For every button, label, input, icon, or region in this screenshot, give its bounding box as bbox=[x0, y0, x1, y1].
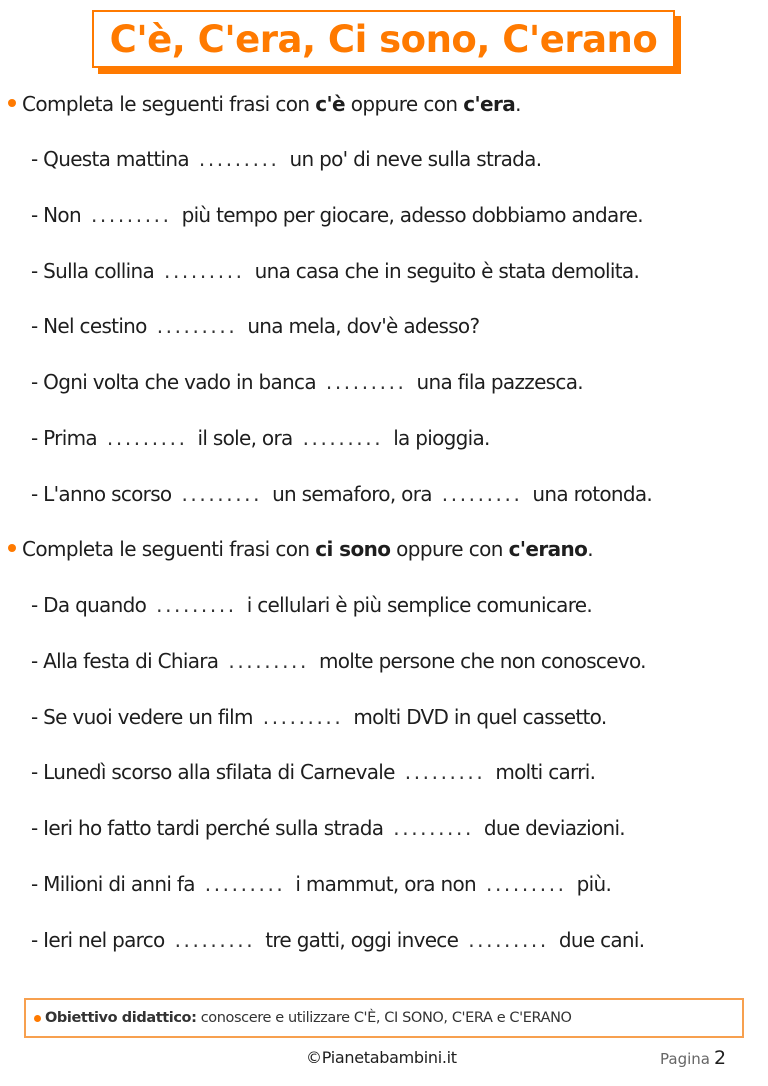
title-box bbox=[92, 10, 675, 68]
exercise-item bbox=[31, 649, 646, 673]
blank-field[interactable]: ......... bbox=[181, 482, 263, 506]
exercise-item bbox=[31, 482, 652, 506]
item-text: molte persone che non conoscevo. bbox=[318, 649, 646, 673]
item-text: - Da quando bbox=[31, 593, 147, 617]
item-text: tre gatti, oggi invece bbox=[265, 928, 459, 952]
blank-field[interactable]: ......... bbox=[90, 203, 172, 227]
exercise-item bbox=[31, 259, 639, 283]
item-text: una casa che in seguito è stata demolita. bbox=[254, 259, 640, 283]
instruction-middle: oppure con bbox=[350, 92, 458, 116]
objective-text bbox=[45, 1010, 572, 1026]
exercise-item bbox=[31, 705, 606, 729]
blank-field[interactable]: ......... bbox=[325, 370, 407, 394]
instruction-option-1: c'è bbox=[315, 92, 346, 116]
item-text: una mela, dov'è adesso? bbox=[247, 314, 480, 338]
instruction-option-1: ci sono bbox=[315, 537, 391, 561]
item-text: - Lunedì scorso alla sfilata di Carnevale bbox=[31, 760, 395, 784]
blank-field[interactable]: ......... bbox=[106, 426, 188, 450]
exercise-item bbox=[31, 147, 541, 171]
blank-field[interactable]: ......... bbox=[404, 760, 486, 784]
section-2-instruction bbox=[8, 537, 593, 561]
item-text: - Sulla collina bbox=[31, 259, 155, 283]
title-banner bbox=[92, 10, 675, 68]
objective-label: Obiettivo didattico: bbox=[45, 1010, 197, 1026]
page-title: C'è, C'era, Ci sono, C'erano bbox=[109, 17, 658, 61]
exercise-item bbox=[31, 314, 479, 338]
blank-field[interactable]: ......... bbox=[204, 872, 286, 896]
bullet-icon bbox=[8, 544, 16, 552]
blank-field[interactable]: ......... bbox=[198, 147, 280, 171]
item-text: - Alla festa di Chiara bbox=[31, 649, 219, 673]
instruction-middle: oppure con bbox=[396, 537, 503, 561]
item-text: molti carri. bbox=[495, 760, 596, 784]
item-text: due deviazioni. bbox=[483, 816, 625, 840]
exercise-item bbox=[31, 872, 611, 896]
blank-field[interactable]: ......... bbox=[228, 649, 309, 673]
exercise-item bbox=[31, 593, 592, 617]
exercise-item bbox=[31, 426, 490, 450]
blank-field[interactable]: ......... bbox=[164, 259, 245, 283]
item-text: - Ieri ho fatto tardi perché sulla strada bbox=[31, 816, 384, 840]
item-text: una rotonda. bbox=[532, 482, 653, 506]
item-text: - Nel cestino bbox=[31, 314, 147, 338]
blank-field[interactable]: ......... bbox=[486, 872, 567, 896]
item-text: molti DVD in quel cassetto. bbox=[353, 705, 607, 729]
item-text: - Milioni di anni fa bbox=[31, 872, 195, 896]
exercise-item bbox=[31, 928, 644, 952]
instruction-option-2: c'erano bbox=[508, 537, 588, 561]
blank-field[interactable]: ......... bbox=[174, 928, 256, 952]
item-text: un semaforo, ora bbox=[272, 482, 432, 506]
item-text: - Ieri nel parco bbox=[31, 928, 165, 952]
bullet-icon bbox=[8, 99, 16, 107]
item-text: due cani. bbox=[558, 928, 645, 952]
objective-description: conoscere e utilizzare C'È, CI SONO, C'ERA e C'ERANO bbox=[196, 1010, 572, 1026]
item-text: la pioggia. bbox=[393, 426, 490, 450]
instruction-prefix: Completa le seguenti frasi con bbox=[22, 537, 310, 561]
blank-field[interactable]: ......... bbox=[468, 928, 549, 952]
exercise-item bbox=[31, 816, 625, 840]
item-text: - Non bbox=[31, 203, 81, 227]
item-text: - L'anno scorso bbox=[31, 482, 172, 506]
item-text: più tempo per giocare, adesso dobbiamo andare. bbox=[181, 203, 643, 227]
item-text: i cellulari è più semplice comunicare. bbox=[246, 593, 593, 617]
page-indicator bbox=[660, 1047, 726, 1069]
item-text: - Ogni volta che vado in banca bbox=[31, 370, 316, 394]
blank-field[interactable]: ......... bbox=[302, 426, 384, 450]
item-text: un po' di neve sulla strada. bbox=[289, 147, 542, 171]
item-text: più. bbox=[576, 872, 612, 896]
objective-box bbox=[24, 998, 744, 1038]
item-text: il sole, ora bbox=[197, 426, 293, 450]
instruction-prefix: Completa le seguenti frasi con bbox=[22, 92, 310, 116]
exercise-item bbox=[31, 203, 643, 227]
blank-field[interactable]: ......... bbox=[262, 705, 344, 729]
item-text: - Prima bbox=[31, 426, 97, 450]
page-number: 2 bbox=[713, 1047, 727, 1069]
item-text: una fila pazzesca. bbox=[416, 370, 583, 394]
section-1-instruction bbox=[8, 92, 521, 116]
item-text: - Se vuoi vedere un film bbox=[31, 705, 253, 729]
blank-field[interactable]: ......... bbox=[156, 314, 238, 338]
blank-field[interactable]: ......... bbox=[393, 816, 474, 840]
instruction-option-2: c'era bbox=[463, 92, 516, 116]
blank-field[interactable]: ......... bbox=[156, 593, 237, 617]
item-text: i mammut, ora non bbox=[295, 872, 477, 896]
footer-copyright: ©Pianetabambini.it bbox=[306, 1048, 457, 1067]
exercise-item bbox=[31, 370, 583, 394]
page-label: Pagina bbox=[660, 1050, 710, 1068]
instruction-suffix: . bbox=[515, 92, 521, 116]
item-text: - Questa mattina bbox=[31, 147, 189, 171]
instruction-suffix: . bbox=[587, 537, 594, 561]
blank-field[interactable]: ......... bbox=[441, 482, 523, 506]
bullet-icon bbox=[34, 1015, 41, 1022]
exercise-item bbox=[31, 760, 595, 784]
